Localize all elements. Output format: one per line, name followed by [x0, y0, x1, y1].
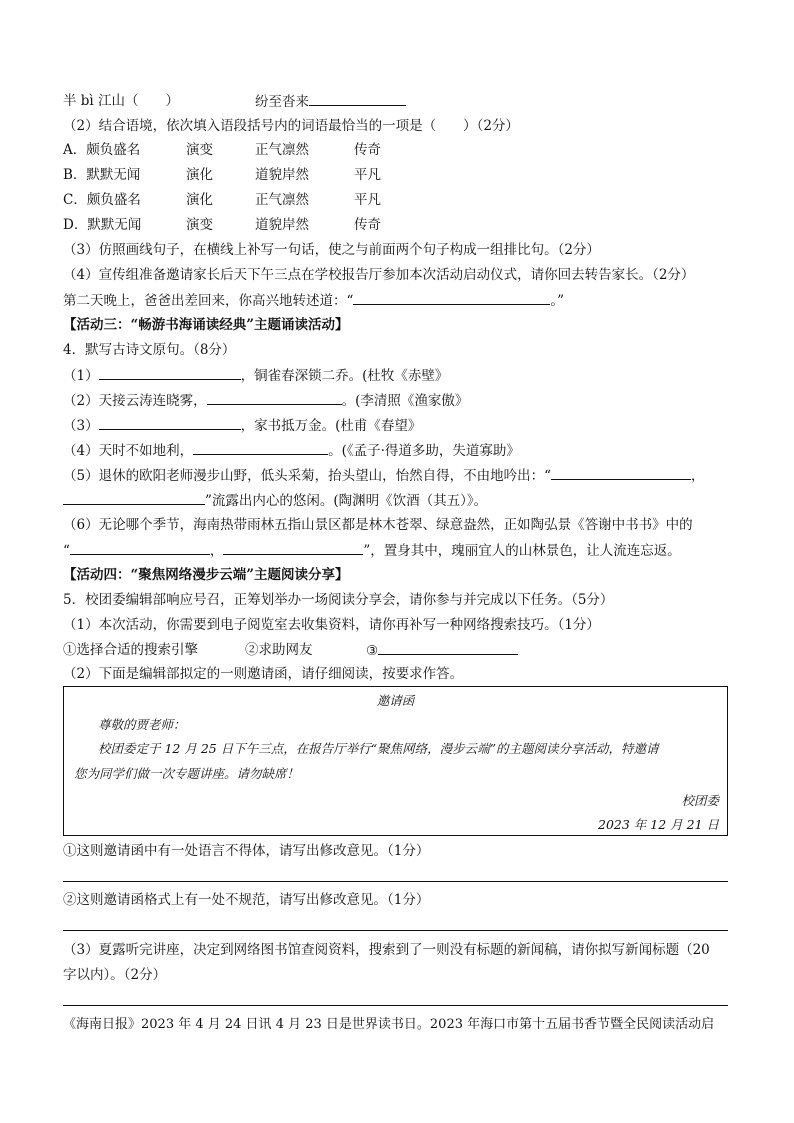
option-c-word4: 平凡 [354, 192, 381, 208]
poem-item-1-prefix: （1） [63, 368, 99, 384]
poem-item-5-cont [63, 491, 487, 510]
answer-blank[interactable] [63, 491, 205, 505]
poem-item-2-suffix: 。(李清照《渔家傲》 [341, 393, 469, 409]
answer-line[interactable] [63, 881, 728, 882]
option-a-word4: 传奇 [354, 142, 381, 158]
search-option-2: ②求助网友 [245, 642, 313, 658]
activity-3-heading: 【活动三：“畅游书海诵读经典”主题诵读活动】 [63, 317, 349, 333]
answer-blank[interactable] [223, 541, 363, 555]
answer-blank[interactable] [99, 366, 241, 380]
poem-item-6-suffix: ”，置身其中，瑰丽宜人的山林景色，让人流连忘返。 [363, 543, 681, 559]
word-item-fenzhi [255, 92, 406, 111]
letter-salutation: 尊敬的贾老师： [98, 717, 186, 732]
option-a-word3: 正气凛然 [255, 142, 309, 158]
option-b-label: B．默默无闻 [63, 167, 141, 183]
question-4-lead: 第二天晚上，爸爸出差回来，你高兴地转述道：“ [63, 293, 354, 309]
option-d-label: D．默默无闻 [63, 217, 142, 233]
answer-blank[interactable] [193, 441, 328, 455]
letter-date: 2023 年 12 月 21 日 [598, 817, 719, 832]
activity-4-heading: 【活动四：“聚焦网络漫步云端”主题阅读分享】 [63, 567, 349, 583]
section-5-part-3-line-2: 字以内）。（2分） [63, 967, 167, 983]
question-4-prompt: （4）宣传组准备邀请家长后天下午三点在学校报告厅参加本次活动启动仪式，请你回去转告家长。（2分） [63, 267, 695, 283]
option-c-word3: 正气凛然 [255, 192, 309, 208]
search-option-1: ①选择合适的搜索引擎 [63, 642, 198, 658]
poem-item-3-suffix: ，家书抵万金。(杜甫《春望》 [240, 418, 422, 434]
option-a-label: A．颇负盛名 [63, 142, 141, 158]
answer-blank[interactable] [378, 641, 518, 655]
section-5-title: 5．校团委编辑部响应号召，正筹划举办一场阅读分享会，请你参与并完成以下任务。（5分） [63, 592, 614, 608]
option-b[interactable] [63, 166, 140, 184]
sub-question-1: ①这则邀请函中有一处语言不得体，请写出修改意见。（1分） [63, 843, 430, 859]
option-c[interactable] [63, 191, 141, 209]
poem-item-6-comma: ， [209, 543, 224, 559]
section-5-part-2: （2）下面是编辑部拟定的一则邀请函，请仔细阅读，按要求作答。 [63, 666, 464, 682]
poem-item-6-quote-open: “ [63, 543, 70, 559]
answer-blank[interactable] [99, 416, 241, 430]
answer-blank[interactable] [353, 291, 550, 305]
option-b-word4: 平凡 [354, 167, 381, 183]
word-banbi: 半 bì 江山（ ） [63, 93, 180, 109]
poem-item-1-suffix: ，铜雀春深锁二乔。(杜牧《赤壁》 [240, 368, 449, 384]
option-b-word2: 演化 [186, 167, 213, 183]
option-d-word3: 道貌岸然 [255, 217, 309, 233]
poem-item-3-prefix: （3） [63, 418, 99, 434]
answer-line[interactable] [63, 930, 728, 931]
news-text: 《海南日报》2023 年 4 月 24 日讯 4 月 23 日是世界读书日。2023 年海口市第十五届书香节暨全民阅读活动启 [63, 1017, 715, 1032]
poem-item-3 [63, 416, 421, 435]
poem-item-1 [63, 366, 448, 385]
poem-item-6: （6）无论哪个季节，海南热带雨林五指山景区都是林木苍翠、绿意盎然，正如陶弘景《答谢中书书》中的 [63, 517, 693, 533]
question-2-prompt: （2）结合语境，依次填入语段括号内的词语最恰当的一项是（ ）（2分） [63, 118, 519, 134]
section-4-title: 4．默写古诗文原句。（8分） [63, 342, 236, 358]
option-a-word2: 演变 [186, 142, 213, 158]
question-3-prompt: （3）仿照画线句子，在横线上补写一句话，使之与前面两个句子构成一组排比句。（2分） [63, 242, 600, 258]
option-c-word2: 演化 [186, 192, 213, 208]
section-5-part-1: （1）本次活动，你需要到电子阅览室去收集资料，请你再补写一种网络搜索技巧。（1分） [63, 617, 600, 633]
search-option-3 [366, 641, 518, 660]
search-option-3-label: ③ [366, 643, 379, 659]
poem-item-2 [63, 391, 468, 410]
letter-signature: 校团委 [681, 793, 719, 808]
poem-item-2-prefix: （2）天接云涛连晓雾， [63, 393, 207, 409]
invitation-letter [63, 686, 728, 836]
answer-blank[interactable] [551, 466, 691, 480]
word-fenzhi: 纷至沓来 [255, 94, 309, 110]
poem-item-4-prefix: （4）天时不如地利， [63, 443, 194, 459]
question-4-answer-line [63, 291, 564, 310]
letter-title: 邀请函 [376, 693, 415, 708]
question-4-tail: 。” [550, 293, 565, 309]
letter-body-line-2: 您为同学们做一次专题讲座。请勿缺席！ [74, 766, 300, 781]
answer-blank[interactable] [207, 391, 342, 405]
option-d-word4: 传奇 [354, 217, 381, 233]
poem-item-4-suffix: 。(《孟子·得道多助，失道寡助》 [328, 443, 520, 459]
answer-line[interactable] [63, 1005, 728, 1006]
poem-item-5-suffix: ”流露出内心的悠闲。(陶渊明《饮酒（其五）》。 [205, 493, 488, 509]
option-a[interactable] [63, 141, 140, 159]
poem-item-5 [63, 466, 705, 485]
answer-blank[interactable] [70, 541, 210, 555]
option-d-word2: 演变 [186, 217, 213, 233]
option-d[interactable] [63, 216, 141, 234]
section-5-part-3-line-1: （3）夏露听完讲座，决定到网络图书馆查阅资料，搜索到了一则没有标题的新闻稿，请你拟写新闻标题（20 [63, 942, 710, 958]
poem-item-6-cont [63, 541, 681, 560]
poem-item-5-comma: ， [691, 468, 705, 484]
sub-question-2: ②这则邀请函格式上有一处不规范，请写出修改意见。（1分） [63, 892, 430, 908]
word-item-banbi [63, 92, 179, 110]
answer-blank[interactable] [309, 92, 406, 106]
option-b-word3: 道貌岸然 [255, 167, 309, 183]
letter-body-line-1: 校团委定于 12 月 25 日下午三点，在报告厅举行“聚焦网络，漫步云端”的主题阅读分享活动，特邀请 [98, 741, 659, 756]
poem-item-5-prefix: （5）退休的欧阳老师漫步山野，低头采菊，抬头望山，怡然自得，不由地吟出：“ [63, 468, 551, 484]
poem-item-4 [63, 441, 520, 460]
option-c-label: C．颇负盛名 [63, 192, 141, 208]
